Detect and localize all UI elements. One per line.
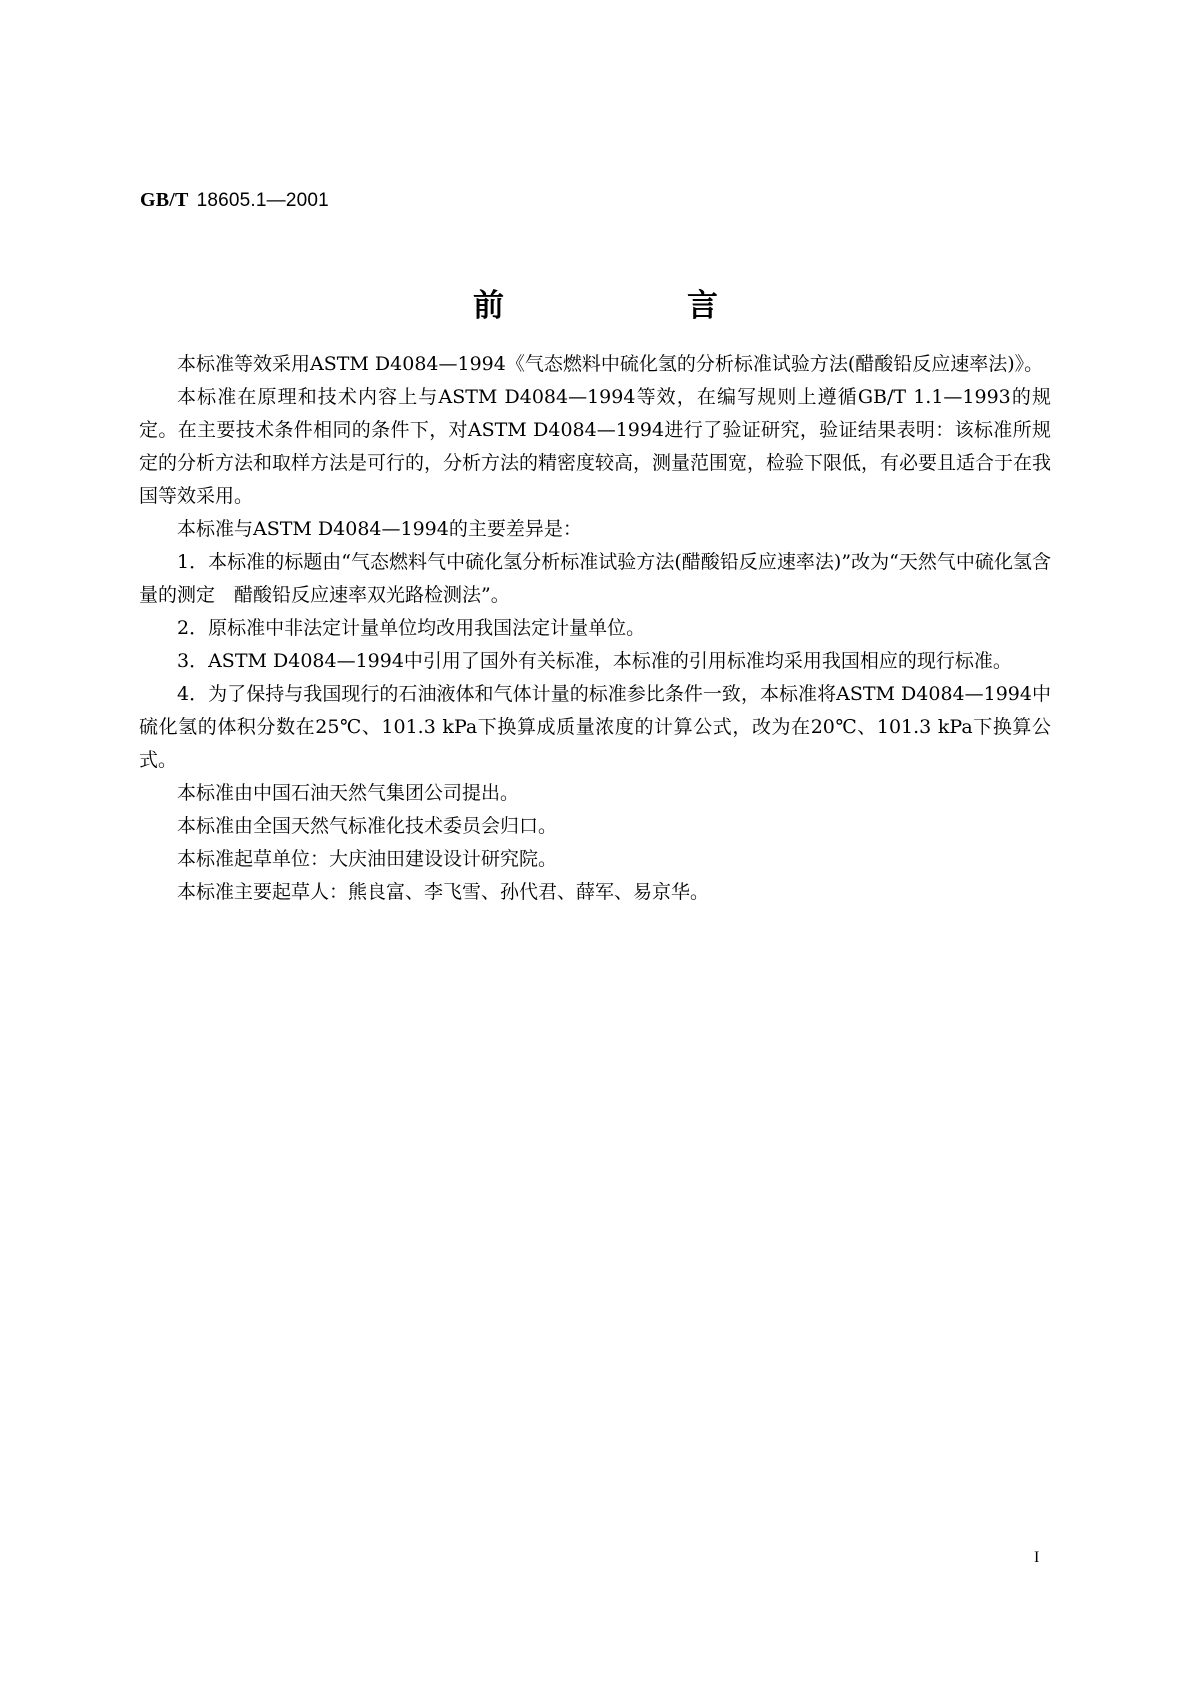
- paragraph-drafters: 本标准主要起草人：熊良富、李飞雪、孙代君、薛军、易京华。: [177, 881, 710, 903]
- paragraph-adoption: 本标准等效采用ASTM D4084—1994《气态燃料中硫化氢的分析标准试验方法(醋酸铅反应速率法)》。: [177, 353, 1044, 375]
- standard-code: [140, 189, 329, 212]
- paragraph-drafting-unit: 本标准起草单位：大庆油田建设设计研究院。: [177, 848, 558, 870]
- paragraph-differences-intro: 本标准与ASTM D4084—1994的主要差异是：: [177, 518, 582, 540]
- difference-item-4: 4．为了保持与我国现行的石油液体和气体计量的标准参比条件一致，本标准将ASTM D4084—1994中硫化氢的体积分数在25℃、101.3 kPa下换算成质量浓度的计算公式，改为在20℃、101.3 kPa下换算公式。: [139, 683, 1051, 771]
- difference-item-2: 2．原标准中非法定计量单位均改用我国法定计量单位。: [177, 617, 646, 639]
- paragraph-proposer: 本标准由中国石油天然气集团公司提出。: [177, 782, 520, 804]
- paragraph-equivalence: 本标准在原理和技术内容上与ASTM D4084—1994等效，在编写规则上遵循GB/T 1.1—1993的规定。在主要技术条件相同的条件下，对ASTM D4084—1994进行了验证研究，验证结果表明：该标准所规定的分析方法和取样方法是可行的，分析方法的精密度较高，测量范围宽，检验下限低，有必要且适合于在我国等效采用。: [139, 386, 1052, 507]
- difference-item-3: 3．ASTM D4084—1994中引用了国外有关标准，本标准的引用标准均采用我国相应的现行标准。: [177, 650, 1012, 672]
- standard-number: 18605.1—2001: [196, 190, 329, 211]
- foreword-body: [139, 348, 1051, 909]
- difference-item-1: 1．本标准的标题由“气态燃料气中硫化氢分析标准试验方法(醋酸铅反应速率法)”改为“天然气中硫化氢含量的测定 醋酸铅反应速率双光路检测法”。: [139, 551, 1051, 606]
- page-title: 前 言: [473, 288, 794, 324]
- page-number: I: [1034, 1549, 1040, 1566]
- paragraph-committee: 本标准由全国天然气标准化技术委员会归口。: [177, 815, 558, 837]
- standard-prefix: GB/T: [140, 189, 189, 211]
